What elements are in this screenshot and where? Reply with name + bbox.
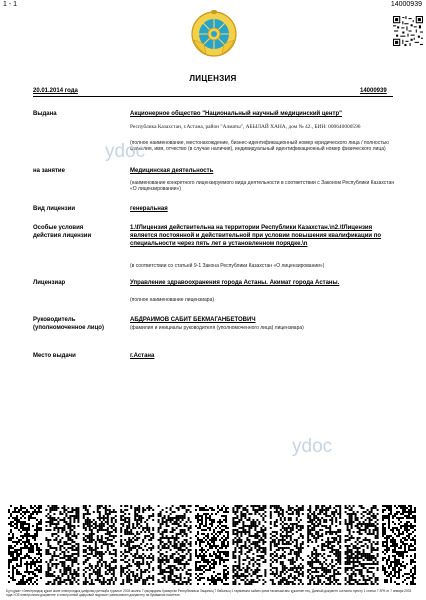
barcode-block: [45, 505, 79, 585]
barcode-block: [382, 505, 416, 585]
barcode-block: [158, 505, 192, 585]
licensor-note: (полное наименование лицензиара): [130, 297, 215, 303]
barcode-block: [8, 505, 42, 585]
footer-legal-note: Бұл құжат «Электрондық құжат және электрондық цифрлық қолтаңба туралы» 2003 жылғы 7 қаңтардағы Қазақстан Республикасы Заңының 7 бабының 1 тармағына сәйкес қағаз тасығыштағы құжатпен тең. Данный документ согласно пункту 1 статьи 7 ЗРК от 7 января 2003 года «Об электронном документе и электронной цифровой подписи» равнозначен документу на бумажном носителе.: [6, 589, 412, 597]
document-title: ЛИЦЕНЗИЯ: [189, 74, 237, 83]
place-label: Место выдачи: [33, 353, 76, 359]
barcode-block: [232, 505, 266, 585]
barcode-block: [195, 505, 229, 585]
conditions-label-line2: действия лицензии: [33, 233, 92, 239]
license-type-label: Вид лицензии: [33, 206, 76, 212]
licensor-label: Лицензиар: [33, 280, 66, 286]
state-emblem-icon: [190, 10, 238, 58]
header-doc-number: 14000939: [390, 1, 422, 8]
barcode-block: [270, 505, 304, 585]
conditions-note: (в соответствии со статьей 9-1 Закона Республики Казахстан «О лицензировании»): [130, 263, 325, 269]
barcode-block: [120, 505, 154, 585]
head-label-line2: (уполномоченное лицо): [33, 325, 104, 331]
activity-note: (наименование конкретного лицензируемого вида деятельности в соответствии с Законом Республики Казахстан «О лицензировании»): [130, 180, 395, 193]
license-type-value: генеральная: [130, 206, 168, 212]
issued-to-label: Выдана: [33, 111, 57, 117]
issue-date: 20.01.2014 года: [33, 88, 78, 94]
page-number: 1 - 1: [3, 1, 18, 8]
digital-signature-barcode: [8, 505, 418, 585]
head-value: АБДРАИМОВ САБИТ БЕКМАГАНБЕТОВИЧ: [130, 317, 256, 323]
issued-to-value: Акционерное общество "Национальный научный медицинский центр": [130, 111, 342, 117]
issued-to-note: (полное наименование, местонахождение, бизнес-идентификационный номер юридического лица / полностью фамилия, имя, отчество (в случае наличия), индивидуальный идентификационный номер физического лица): [130, 140, 389, 153]
activity-value: Медицинская деятельность: [130, 168, 214, 174]
watermark-text-lower: ydoc: [292, 436, 333, 457]
head-note: (фамилия и инициалы руководителя (уполномоченного лица) лицензиара): [130, 325, 304, 331]
barcode-block: [345, 505, 379, 585]
barcode-block: [307, 505, 341, 585]
watermark-text: ydoc: [105, 141, 146, 162]
header-divider: [33, 96, 393, 97]
issued-to-address: Республика Казахстан, г.Астана, район "Алматы", АБЫЛАЙ ХАНА, дом № 42., БИН: 000640000596: [130, 124, 361, 130]
barcode-block: [83, 505, 117, 585]
licensor-value: Управление здравоохранения города Астаны. Акимат города Астаны.: [130, 280, 340, 286]
place-value: г.Астана: [130, 353, 155, 359]
conditions-label-line1: Особые условия: [33, 225, 84, 231]
activity-label: на занятие: [33, 168, 65, 174]
conditions-value: 1.\fЛицензия действительна на территории Республики Казахстан.\n2.\fЛицензия является постоянной и действительной при условии повышения квалификации по специальности через пять лет в установленном порядке.\n: [130, 225, 382, 247]
license-number: 14000939: [360, 88, 387, 94]
qr-code: [393, 16, 423, 46]
head-label-line1: Руководитель: [33, 317, 76, 323]
